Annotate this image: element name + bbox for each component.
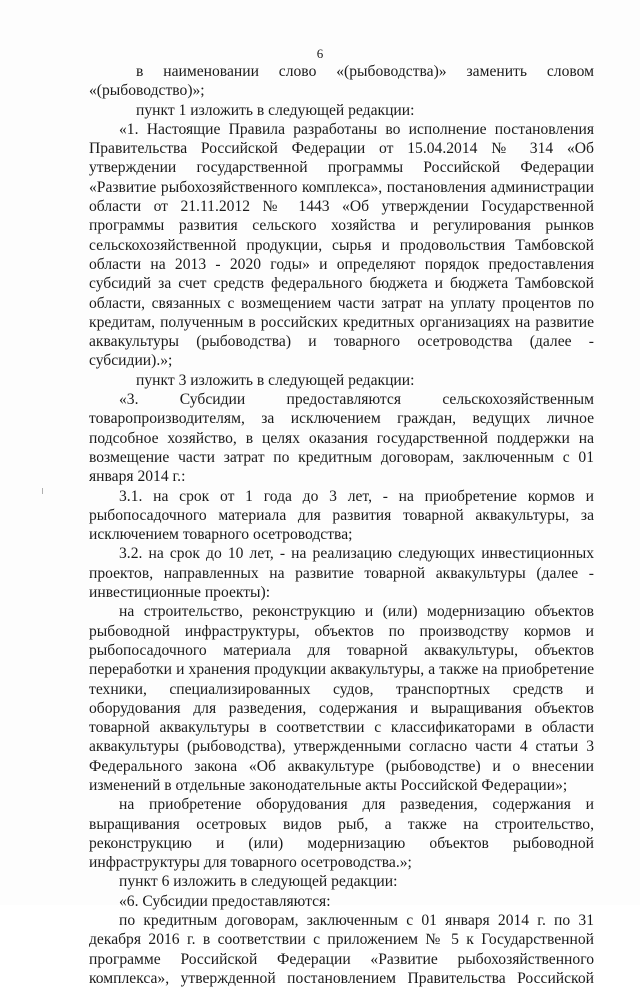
paragraph-point-3-text: «3. Субсидии предоставляются сельскохозяйственным товаропроизводителям, за исключением граждан, ведущих личное подсобное хозяйство, в целях оказания государственной поддержки на возмещение части затрат по кредитным договорам, заключенным с 01 января 2014 г.:	[89, 391, 594, 486]
paragraph-construction: на строительство, реконструкцию и (или) модернизацию объектов рыбоводной инфраструктуры, объектов по производству кормов и рыбопосадочного материала для товарной аквакультуры, объектов переработки и хранения продукции аквакультуры, а также на приобретение техники, специализированных судов, транспортных средств и оборудования для разведения, содержания и выращивания объектов товарной аквакультуры в соответствии с классификаторами в области аквакультуры (рыбоводства), утвержденными согласно части 4 статьи 3 Федерального закона «Об аквакультуре (рыбоводстве) и о внесении изменений в отдельные законодательные акты Российской Федерации»;	[89, 603, 594, 794]
paragraph-subpoint-3-2: 3.2. на срок до 10 лет, - на реализацию следующих инвестиционных проектов, направленных на развитие товарной аквакультуры (далее - инвестиционные проекты):	[89, 545, 594, 602]
paragraph-equipment: на приобретение оборудования для разведения, содержания и выращивания осетровых видов рыб, а также на строительство, реконструкцию и (или) модернизацию объектов рыбоводной инфраструктуры для товарного осетроводства.»;	[89, 796, 594, 872]
paragraph-rename-title: в наименовании слово «(рыбоводства)» заменить словом «(рыбоводство)»;	[89, 63, 594, 100]
paragraph-credit-agreements: по кредитным договорам, заключенным с 01 января 2014 г. по 31 декабря 2016 г. в соответствии с приложением № 5 к Государственной программе Российской Федерации «Развитие рыбохозяйственного комплекса», утвержденной постановлением Правительства Российской	[89, 912, 594, 987]
document-body	[89, 62, 594, 988]
paragraph-point-1-intro: пункт 1 изложить в следующей редакции:	[136, 101, 415, 119]
paragraph-subpoint-3-1: 3.1. на срок от 1 года до 3 лет, - на приобретение кормов и рыбопосадочного материала для развития товарной аквакультуры, за исключением товарного осетроводства;	[89, 487, 594, 544]
paragraph-point-6-intro: пункт 6 изложить в следующей редакции:	[119, 873, 398, 891]
paragraph-point-1-text: «1. Настоящие Правила разработаны во исполнение постановления Правительства Российской Федерации от 15.04.2014 № 314 «Об утверждении государственной программы Российской Федерации «Развитие рыбохозяйственного комплекса», постановления администрации области от 21.11.2012 № 1443 «Об утверждении Государственной программы развития сельского хозяйства и регулирования рынков сельскохозяйственной продукции, сырья и продовольствия Тамбовской области на 2013 - 2020 годы» и определяют порядок предоставления субсидий за счет средств федерального бюджета и бюджета Тамбовской области, связанных с возмещением части затрат на уплату процентов по кредитам, полученным в российских кредитных организациях на развитие аквакультуры (рыбоводства) и товарного осетроводства (далее - субсидии).»;	[89, 120, 594, 370]
page-number: 6	[316, 46, 324, 61]
paragraph-point-3-intro: пункт 3 изложить в следующей редакции:	[136, 371, 415, 389]
margin-mark	[42, 488, 43, 494]
paragraph-point-6-text: «6. Субсидии предоставляются:	[119, 892, 331, 910]
